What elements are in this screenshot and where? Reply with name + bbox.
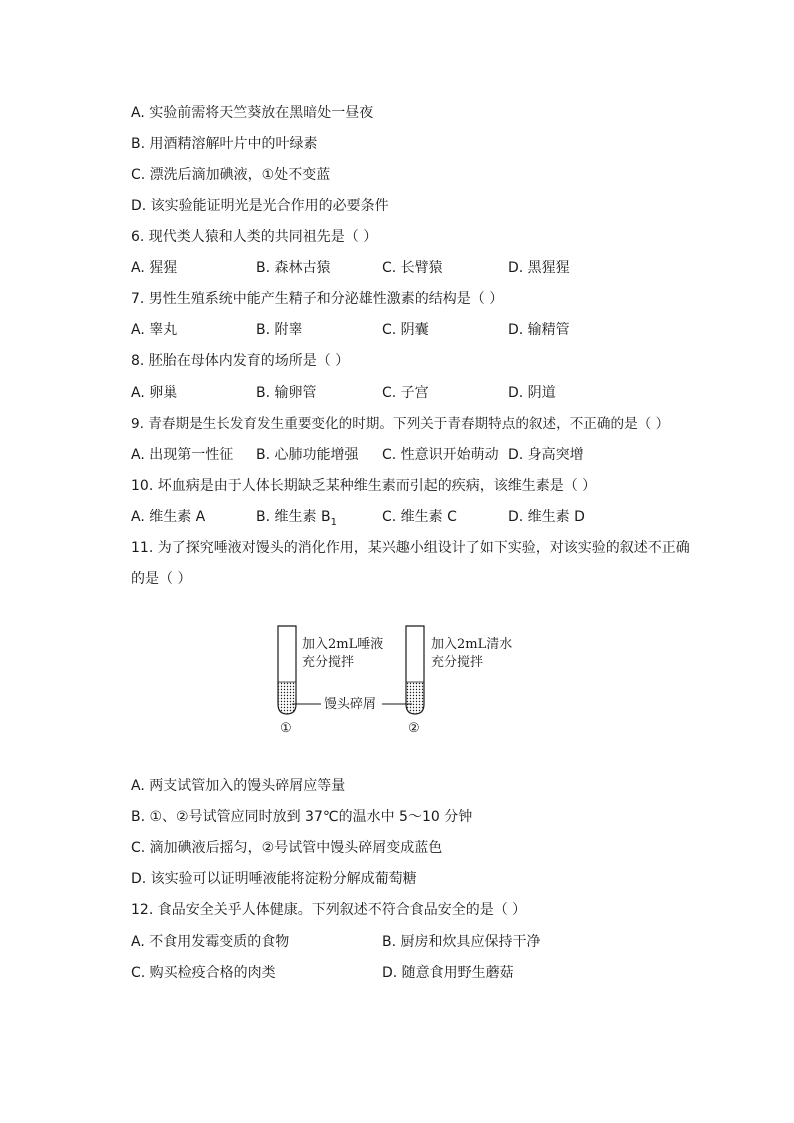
- tube1-number: ①: [280, 721, 292, 736]
- crumbs-label: 馒头碎屑: [324, 697, 377, 712]
- q11-test-tube-diagram: [262, 622, 532, 742]
- q7-stem: 7. 男性生殖系统中能产生精子和分泌雄性激素的结构是（ ）: [131, 291, 504, 307]
- q8-stem: 8. 胚胎在母体内发育的场所是（ ）: [131, 353, 350, 369]
- q5-option-c: C. 漂洗后滴加碘液，①处不变蓝: [131, 167, 331, 183]
- q12-option-b: B. 厨房和炊具应保持干净: [382, 934, 541, 950]
- q8-option-a: A. 卵巢: [131, 385, 178, 401]
- q9-option-d: D. 身高突增: [508, 447, 584, 463]
- q11-option-c: C. 滴加碘液后摇匀，②号试管中馒头碎屑变成蓝色: [131, 840, 443, 856]
- tube2-number: ②: [408, 721, 420, 736]
- q11-option-b: B. ①、②号试管应同时放到 37℃的温水中 5～10 分钟: [131, 809, 473, 825]
- q6-stem: 6. 现代类人猿和人类的共同祖先是（ ）: [131, 229, 378, 245]
- q6-option-d: D. 黑猩猩: [508, 260, 570, 276]
- q12-option-a: A. 不食用发霉变质的食物: [131, 934, 290, 950]
- q5-option-d: D. 该实验能证明光是光合作用的必要条件: [131, 198, 389, 214]
- tube1-label-line1: 加入2mL唾液: [302, 637, 384, 652]
- q8-option-d: D. 阴道: [508, 385, 556, 401]
- test-tube-1: [278, 626, 296, 714]
- q10-stem: 10. 坏血病是由于人体长期缺乏某种维生素而引起的疾病，该维生素是（ ）: [131, 478, 597, 494]
- tube1-label-line2: 充分搅拌: [302, 655, 355, 670]
- q8-option-b: B. 输卵管: [256, 385, 317, 401]
- bread-crumbs-tube-1: [279, 682, 296, 713]
- q12-option-d: D. 随意食用野生蘑菇: [382, 965, 514, 981]
- q7-option-a: A. 睾丸: [131, 322, 178, 338]
- q9-option-a: A. 出现第一性征: [131, 447, 234, 463]
- q7-option-c: C. 阴囊: [382, 322, 429, 338]
- q9-stem: 9. 青春期是生长发育发生重要变化的时期。下列关于青春期特点的叙述，不正确的是（ ）: [131, 416, 670, 432]
- q11-option-d: D. 该实验可以证明唾液能将淀粉分解成葡萄糖: [131, 871, 417, 887]
- q10-option-d: D. 维生素 D: [508, 509, 585, 525]
- q11-option-a: A. 两支试管加入的馒头碎屑应等量: [131, 778, 346, 794]
- q6-option-a: A. 猩猩: [131, 260, 178, 276]
- q11-stem-line1: 11. 为了探究唾液对馒头的消化作用，某兴趣小组设计了如下实验，对该实验的叙述不正确: [131, 540, 690, 556]
- q10-option-c: C. 维生素 C: [382, 509, 457, 525]
- q10-option-b-subscript: 1: [330, 516, 337, 528]
- q7-option-b: B. 附睾: [256, 322, 303, 338]
- q9-option-b: B. 心肺功能增强: [256, 447, 359, 463]
- q6-option-b: B. 森林古猿: [256, 260, 331, 276]
- q9-option-c: C. 性意识开始萌动: [382, 447, 499, 463]
- q10-option-b-text: B. 维生素 B: [256, 509, 331, 525]
- q10-option-a: A. 维生素 A: [131, 509, 206, 525]
- q10-option-b: [256, 507, 337, 533]
- q6-option-c: C. 长臂猿: [382, 260, 443, 276]
- q8-option-c: C. 子宫: [382, 385, 429, 401]
- q12-option-c: C. 购买检疫合格的肉类: [131, 965, 276, 981]
- q11-stem-line2: 的是（ ）: [131, 571, 192, 587]
- bread-crumbs-tube-2: [407, 682, 424, 713]
- q12-stem: 12. 食品安全关乎人体健康。下列叙述不符合食品安全的是（ ）: [131, 902, 527, 918]
- tube2-label-line2: 充分搅拌: [431, 655, 484, 670]
- q5-option-b: B. 用酒精溶解叶片中的叶绿素: [131, 136, 318, 152]
- q5-option-a: A. 实验前需将天竺葵放在黑暗处一昼夜: [131, 105, 374, 121]
- test-tube-2: [406, 626, 424, 714]
- q7-option-d: D. 输精管: [508, 322, 570, 338]
- tube2-label-line1: 加入2mL清水: [431, 637, 513, 652]
